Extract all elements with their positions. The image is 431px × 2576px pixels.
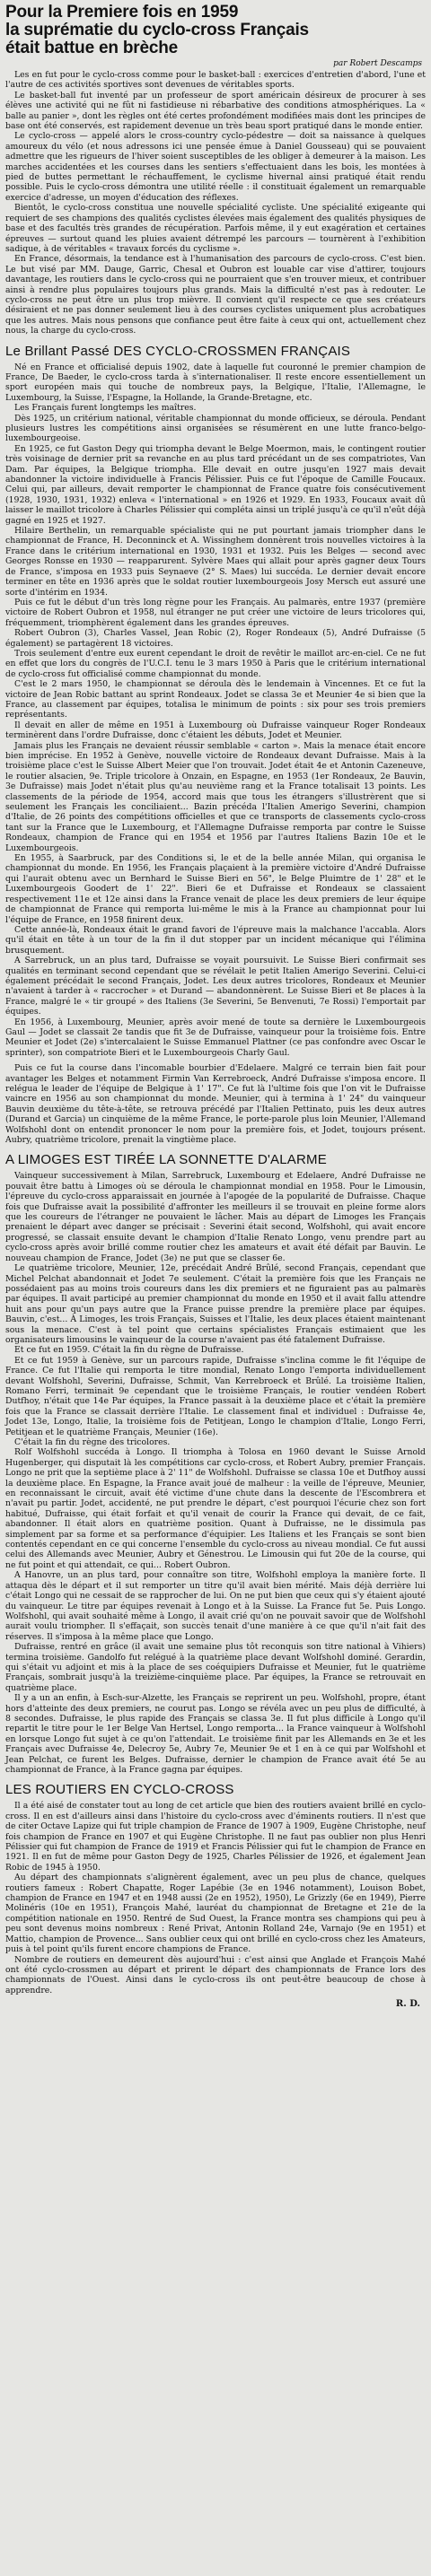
paragraph: En 1956, à Luxembourg, Meunier, après avoir mené de toute sa dernière le Luxembourgeois Gaul — Jodet se classait 2e tandis que fit 3e de Dufraisse, vainqueur pour la troisième fois. Entre Meunier et Jodet (2e) s'intercalaient le Suisse Emmanuel Plattner (ce pas confondre avec Oscar le sprinter), son compatriote Bieri et le Luxembourgeois Charly Gaul.: [5, 1017, 426, 1058]
paragraph: Vainqueur successivement à Milan, Sarrebruck, Luxembourg et Edelaere, André Dufraisse ne pouvait être battu à Limoges où se déroula le championnat mondial en 1958. Pour le Limousin, l'épreuve du cyclo-cross apparaissait en journée à l'apogée de la popularité de Dufraisse. Chaque fois que Dufraisse avait la possibilité d'affronter les meilleurs il se trouvait en pleine forme alors que les coureurs de l'étranger ne pouvaient le lâcher. Mais au départ de Limoges les Français prenaient le départ avec danger se précisait : Severini était second, Wolfshohl, qui avait encore progressé, se classait ensuite devant le champion d'Italie Renato Longo, venu prendre part au cyclo-cross après avoir brillé comme routier chez les amateurs et avait été défait par Bauvin. Le nouveau champion de France, Jodet (3e) ne put que se classer 6e.: [5, 1171, 426, 1263]
article-headline: [5, 4, 426, 57]
section-routiers: [5, 1801, 426, 1995]
paragraph: Dufraisse, rentré en grâce (il avait une semaine plus tôt reconquis son titre national à Vihiers) termina troisième. Gandolfo fut relégué à la quatrième place devant Wolfshohl dominé. Gerardin, qui s'était vu adjoint et mis à la place de ses coéquipiers Dufraisse et Meunier, fut le quatrième Français, sombrait jusqu'à la treizième-cinquième place. Par équipes, la France se retrouvait en quatrième place.: [5, 1642, 426, 1693]
section-title-tail: EST TIRÉE LA SONNETTE D'ALARME: [84, 1152, 327, 1168]
paragraph: Le quatrième tricolore, Meunier, 12e, précédait André Brûlé, second Français, cependant que Michel Pelchat abandonnait et Jodet 7e seulement. C'était la première fois que les Français ne possédaient pas au moins trois coureurs dans les dix premiers et ne figuraient pas au palmarès par équipes. Il avait participé au premier championnat du monde en 1950 et il avait fallu attendre huit ans pour qu'un pays autre que la France puisse prendre la première place par équipes. Bauvin, c'est... À Limoges, les trois Français, Suisses et l'Italie, les deux places étaient maintenant sous la menace. C'est à tel point que certains spécialistes Français estimaient que les organisateurs limousins le vainqueur de la course n'avaient pas été fatalement Dufraisse.: [5, 1263, 426, 1345]
paragraph: Rolf Wolfshohl succéda à Longo. Il triompha à Tolosa en 1960 devant le Suisse Arnold Hugenberger, qui disputait là les compétitions car cyclo-cross, et Robert Aubry, premier Français. Longo ne prit que la septième place à 2' 11" de Wolfshohl. Dufraisse se classa 10e et Dutfhoy aussi la deuxième place. En Espagne, la France avait joué de malheur : la veille de l'épreuve, Meunier, en reconnaissant le circuit, avait été victime d'une chute dans la descente de l'Escombrera et n'avait pu partir. Jodet, accidenté, ne put prendre le départ, c'est pourquoi l'écurie chez son fort habitué, Dufraisse, qui était forfait et qu'il venait de courir la France qui devait, de ce fait, abandonner. Il était alors en quatrième position. Quant à Dufraisse, ne le dissimula pas simplement par sa forme et sa performance d'équipier. Les Italiens et les Français se sont bien contentés cependant en ce qui concerne l'ensemble du cyclo-cross au niveau mondial. Ce fut aussi celui des Allemands avec Meunier, Aubry et Génestrou. Le Limousin qui fut 20e de la course, qui ne fut point et qui attendait, ce qui... Robert Oubron.: [5, 1447, 426, 1570]
headline-line-2: la suprématie du cyclo-cross Français: [5, 21, 309, 39]
paragraph: C'était la fin du règne des tricolores.: [14, 1437, 171, 1447]
paragraph: Robert Oubron (3), Charles Vassel, Jean Robic (2), Roger Rondeaux (5), André Dufraisse (5 également) se partagèrent 18 victoires.: [5, 628, 426, 649]
author-signature: R. D.: [395, 1999, 420, 2010]
paragraph: Il devait en aller de même en 1951 à Luxembourg où Dufraisse vainqueur Roger Rondeaux terminèrent dans l'ordre Dufraisse, donc c'étaient les débuts, Jodet et Meunier.: [5, 720, 426, 741]
paragraph: Il y a un an enfin, à Esch-sur-Alzette, les Français se reprirent un peu. Wolfshohl, propre, étant hors d'atteinte des deux premiers, ne courut pas. Longo se révéla avec un peu plus de difficulté, à 8 secondes. Dufraisse, le plus rapide des Français se classa 3e. Il fut plus difficile à Longo qu'il repartit le titre pour le 1er Belge Van Hertsel, Longo remporta... la France vainqueur à Wolfshohl en lorsque Longo fut sujet à ce qu'on l'attendait. Le troisième finit par les Allemands en 3e et les Français avec Dufraisse 4e, Delecroy 5e, Aubry 7e, Meunier 9e et 1 en à ce qui par Wolfshohl et Jean Pelchat, ce furent les Belges. Dufraisse, dernier le champion de France avait été 5e au championnat de France, à la France gagna par équipes.: [5, 1693, 426, 1775]
paragraph: Le cyclo-cross — appelé alors le cross-country cyclo-pédestre — doit sa naissance à quelques amoureux du vélo (et nous adressons ici une pensée émue à Daniel Gousseau) qui se pouvaient admettre que les rigueurs de l'hiver soient susceptibles de les obliger à demeurer à la maison. Les marches accidentées et les courses dans les sentiers s'effectuaient dans les bois, les montées à pied de buttes permettant le réchauffement, le cyclisme hivernal ainsi pratiqué était rendu possible. Puis le cyclo-cross démontra une utilité réelle : il constituait également un remarquable exercice d'adresse, un moyen d'éducation des réflexes.: [5, 131, 426, 203]
paragraph: Le basket-ball fut inventé par un professeur de sport américain désireux de procurer à ses élèves une activité qui ne fût ni fastidieuse ni rébarbative des conditions atmosphériques. La « balle au panier », dont les règles ont été certes profondément modifiées mais dont les principes de base ont été conservés, est rapidement devenue un très beau sport pratiqué dans le monde entier.: [5, 90, 426, 132]
paragraph: Dès 1925, un critérium national, véritable championnat du monde officieux, se déroula. Pendant plusieurs lustres les compétitions ainsi organisées se résumèrent en une lutte franco-belgo-luxembourgeoise.: [5, 413, 426, 444]
headline-line-3: était battue en brèche: [5, 39, 178, 57]
paragraph: En 1925, ce fut Gaston Degy qui triompha devant le Belge Moermon, mais, le contingent routier très voisinage de dernier prit sa revanche en au plus tard précédant un de ses compatriotes, Van Dam. Par équipes, la Belgique triompha. Elle devait en outre jusqu'en 1927 mais devait abandonner la victoire individuelle à Francis Pélissier. Puis ce fut l'époque de Camille Foucaux. Celui qui, par ailleurs, devait remporter le championnat de France quatre fois consécutivement (1928, 1930, 1931, 1932) enleva « l'international » en 1926 et 1929. En 1933, Foucaux avait dû laisser le maillot tricolore à Charles Pélissier qui compléta ainsi un triplé jusqu'à ce qu'il n'eût déjà gagné en 1925 et 1927.: [5, 443, 426, 526]
headline-line-1: Pour la Premiere fois en 1959: [5, 3, 239, 22]
paragraph: En France, désormais, la tendance est à l'humanisation des parcours de cyclo-cross. C'est bien. Le but visé par MM. Dauge, Garric, Chesal et Oubron est louable car vise d'attirer, toujours davantage, les routiers dans le cyclo-cross qui ne pourraient que s'en trouver mieux, et contribuer ainsi à rendre plus populaires toujours plus grands. Mais la difficulté n'est pas à redouter. Le cyclo-cross ne peut être un plus trop mièvre. Il convient qu'il respecte ce que ses créateurs désiraient et ne pas donner seulement lieu à des courses cyclistes uniquement plus acrobatiques que les autres. Mais nous pensons que confiance peut être faite à ceux qui ont, actuellement chez nous, la charge du cyclo-cross.: [5, 254, 426, 336]
paragraph: Hilaire Berthelin, un remarquable spécialiste qui ne put pourtant jamais triompher dans le championnat de France, H. Deconninck et A. Wissinghem donnèrent trois nouvelles victoires à la France dans le critérium international en 1930, 1931 et 1932. Puis les Belges — second avec Georges Ronsse en 1930 — reapparurent. Sylvère Maes qui allait pour après gagner deux Tours de France, s'imposa en 1933 puis Seynaeve (2° S. Maes) lui succéda. Le dernier devait encore terminer en tête en 1936 après que le soldat routier luxembourgeois Josy Mersch eut assuré une sorte d'intérim en 1934.: [5, 526, 426, 598]
paragraph: Et ce fut en 1959. C'était la fin du règne de Dufraisse.: [14, 1345, 244, 1356]
paragraph: Les en fut pour le cyclo-cross comme pour le basket-ball : exercices d'entretien d'abord, l'une et l'autre de ces activités sportives sont devenues de véritables sports.: [5, 70, 426, 91]
section-title-tail: DES CYCLO-CROSSMEN FRANÇAIS: [113, 343, 351, 359]
paragraph: Jamais plus les Français ne devaient réussir semblable « carton ». Mais la menace était encore bien imprécise. En 1952 à Genève, nouvelle victoire de Rondeaux devant Dufraisse. Mais à la troisième place c'est le Suisse Albert Meier que l'on trouvait. Jodet était 4e et Antonin Cazeneuve, le routier alsacien, 9e. Triple tricolore à Onzain, en Espagne, en 1953 (1er Rondeaux, 2e Bauvin, 3e Dufraisse) mais Jodet n'était plus qu'au neuvième rang et la France totalisait 13 points. Les classements de la période de 1954, accord mais que tous les étrangers s'illustrèrent que si seulement les Français les conciliaient... Bazin précéda l'Italien Amerigo Severini, champion d'Italie, de 26 points des compétitions officielles et que ce transports de classements cyclo-cross tant sur la France que le Luxembourg, et l'Allemagne Dufraisse remporta par contre le Suisse Rondeaux, champion de France qui en 1954 et 1956 par l'autres Italiens Bazin 10e et le Luxembourgeois.: [5, 740, 426, 853]
section-title-head: Le Brillant Passé: [5, 343, 110, 359]
paragraph: C'est le 2 mars 1950, le championnat se déroula dès le lendemain à Vincennes. Et ce fut la victoire de Jean Robic battant au sprint Rondeaux. Jodet se classa 3e et Meunier 4e si bien que la France, au classement par équipes, totalisa le minimum de points : six pour ses trois premiers représentants.: [5, 679, 426, 720]
paragraph: A Sarrebruck, un an plus tard, Dufraisse se voyait poursuivit. Le Suisse Bieri confirmait ses qualités en terminant second cependant que se révélait le petit Italien Amerigo Severini. Celui-ci également précédait le second Français, Jodet. Les deux autres tricolores, Rondeaux et Meunier n'avaient à tarder à « raccrocher » et Durand — abandonnèrent. Le Suisse Bieri et 8e places à la France, malgré le « tir groupé » des Italiens (3e Severini, 5e Benvenuti, 7e Rossi) l'emportait par équipes.: [5, 956, 426, 1017]
paragraph: Puis ce fut la course dans l'incomable bourbier d'Edelaere. Malgré ce terrain bien fait pour avantager les Belges et notamment Firmin Van Kerrebroeck, André Dufraisse s'imposa encore. Il relégua le leader de l'équipe de Belgique à 1' 17". Ce fut là l'ultime fois que l'on vit le Dufraisse vaincre en 1956 au son championnat du monde. Meunier, qui à termina à 1' 24" du vainqueur Bauvin deuxième du tête-à-tête, se retrouva précédé par l'Italien Pettinato, puis les deux autres (Durand et Garcia) un cinquième de la même France, le porte-parole plus loin Meunier, l'Allemand Wolfshohl dont on entendit prononcer le nom pour la première fois, et Jodet, toujours présent. Aubry, quatrième tricolore, prenait la vingtième place.: [5, 1063, 426, 1146]
section-title-head: LES ROUTIERS: [5, 1782, 107, 1798]
paragraph: En 1955, à Saarbruck, par des Conditions si, le et de la belle année Milan, qui organisa le championnat du monde. En 1956, les Français plaçaient à la première victoire d'André Dufraisse qui l'aurait obtenu avec un Bernhard le Suisse Bieri en 56", le Belge Pluimtre de 1' 28" et le Luxembourgeois Goodert de 1' 22". Bieri 6e et Dufraisse et Rondeaux se classaient respectivement 11e et 12e ainsi dans la France venait de place les deux premiers de leur équipe de championnat de France qui remporta lui-même le mis à la France au championnat pour lui l'équipe de France, en 1958 finirent deux.: [5, 853, 426, 925]
paragraph: Puis ce fut le début d'un très long règne pour les Français. Au palmarès, entre 1937 (première victoire de Robert Oubron et 1958, nul étranger ne put créer une victoire de leurs tricolores qui, fréquemment, triomphèrent également dans les grandes épreuves.: [5, 597, 426, 628]
section-brillant-passe: [5, 362, 426, 1059]
section-title-head: A LIMOGES: [5, 1152, 81, 1168]
paragraph: Cette année-là, Rondeaux était le grand favori de l'épreuve mais la malchance l'accabla. Alors qu'il était en tête à un tour de la fin il dut stopper par un incident mécanique qui l'élimina brusquement.: [5, 924, 426, 956]
section-title-tail: EN CYCLO-CROSS: [110, 1782, 234, 1798]
section-edelaere: [5, 1063, 426, 1145]
paragraph: Bientôt, le cyclo-cross constitua une nouvelle spécialité cycliste. Une spécialité exigeante qui requiert de ses champions des qualités cyclistes élevées mais également des qualités physiques de base et des facultés très grandes de récupération. Parfois même, il y eut exagération et certaines épreuves — surtout quand les pluies avaient détrempé les parcours — tournèrent à l'exhibition sadique, à de véritables « travaux forcés du cyclisme ».: [5, 203, 426, 254]
article-byline: par Robert Descamps: [333, 59, 422, 68]
section-title-limoges: [5, 1152, 426, 1167]
paragraph: Au départ des championnats s'alignèrent également, avec un peu plus de chance, quelques routiers fameux : Robert Chapatte, Roger Lapébie (3e en 1946 notamment), Louison Bobet, champion de France en 1947 et en 1948 aussi (2e en 1952), 1950), Le Grizzly (6e en 1949), Pierre Molinéris (10e en 1951), François Mahé, lauréat du championnat de Bretagne et 21e de la compétition nationale en 1950. Rentré de Sud Ouest, la France montra ses champions qui peu à peu sont devenus moins nombreux : René Privat, Antonin Rolland 24e, Varnajo (9e en 1951) et Mattio, champion de Provence... Sans oublier ceux qui ont brillé en cyclo-cross chez les Amateurs, puis à tel point qu'ils furent encore champions de France.: [5, 1873, 426, 1955]
paragraph: Né en France et officialisé depuis 1902, date à laquelle fut couronné le premier champion de France, De Baeder, le cyclo-cross tarda à s'internationaliser. Il reste encore essentiellement un sport européen mais qui touche de nombreux pays, la Belgique, l'Italie, l'Allemagne, le Luxembourg, la Suisse, l'Espagne, la Hollande, la Grande-Bretagne, etc.: [5, 362, 426, 403]
paragraph: Et ce fut 1959 à Genève, sur un parcours rapide, Dufraisse s'inclina comme le fit l'équipe de France. Ce fut l'Italie qui remporta le titre mondial, Renato Longo l'emporta individuellement devant Wolfshohl, Severini, Dufraisse, Schmit, Van Kerrebroeck et Brûlé. La troisième Italien, Romano Ferri, terminait 9e cependant que le troisième Français, le routier vendéen Robert Dutfhoy, n'était que 14e Par équipes, la France passait à la deuxième place et c'était la première fois que la France se classait derrière l'Italie. Le classement final et individuel : Dufraisse 4e, Jodet 13e, Longo, Italie, la troisième fois de Petitjean, Longo le champion d'Italie, Longo Ferri, Petitjean et le quatrième Français, Meunier (16e).: [5, 1355, 426, 1437]
section-title-routiers: [5, 1782, 426, 1797]
paragraph: Nombre de routiers en demeurent dès aujourd'hui : c'est ainsi que Anglade et François Mahé ont été cyclo-crossmen au départ et prirent le départ des championnats de France lors des championnats de l'Ouest. Ainsi dans le cyclo-cross ils ont peut-être beaucoup de chose à apprendre.: [5, 1954, 426, 1995]
section-limoges: [5, 1171, 426, 1775]
section-intro: [5, 70, 426, 336]
paragraph: Les Français furent longtemps les maîtres.: [14, 403, 197, 414]
paragraph: Il a été aisé de constater tout au long de cet article que bien des routiers avaient brillé en cyclo-cross. Il en est d'ailleurs ainsi dans l'histoire du cyclo-cross avec d'éminents routiers. Il n'est que de citer Octave Lapize qui fut triple champion de France de 1907 à 1909, Eugène Christophe, neuf fois champion de France en 1907 et qui Eugène Christophe. Il ne faut pas oublier non plus Henri Pélissier qui fut champion de France de 1919 et Francis Pélissier qui fut le champion de France en 1921. Il en fut de même pour Gaston Degy de 1925, Charles Pélissier de 1926, et également Jean Robic de 1945 à 1950.: [5, 1801, 426, 1873]
section-title-brillant-passe: [5, 344, 426, 359]
paragraph: A Hanovre, un an plus tard, pour connaître son titre, Wolfshohl employa la manière forte. Il attaqua dès le départ et il sut remporter un titre qu'il avait bien mérité. Mais déjà derrière lui c'était Longo qui ne cessait de se rapprocher de lui. On ne put bien que ceux qui s'y étaient ajouté du vainqueur. Le titre par équipes revenait à Longo et à la Suisse. La France fut 5e. Puis Longo. Wolfshohl, qui avait souhaité même à Longo, il avait crié qu'on ne pouvait savoir que de Wolfshohl aurait voulu triompher. Il s'effaçait, son succès tenait d'une manière à ce que qu'il n'ait fait des réserves. Il s'imposa à la même place que Longo.: [5, 1570, 426, 1642]
paragraph: Trois seulement d'entre eux eurent cependant le droit de revêtir le maillot arc-en-ciel. Ce ne fut en effet que lors du congrès de l'U.C.I. tenu le 3 mars 1950 à Paris que le critérium international de cyclo-cross fut officialisé comme championnat du monde.: [5, 648, 426, 679]
